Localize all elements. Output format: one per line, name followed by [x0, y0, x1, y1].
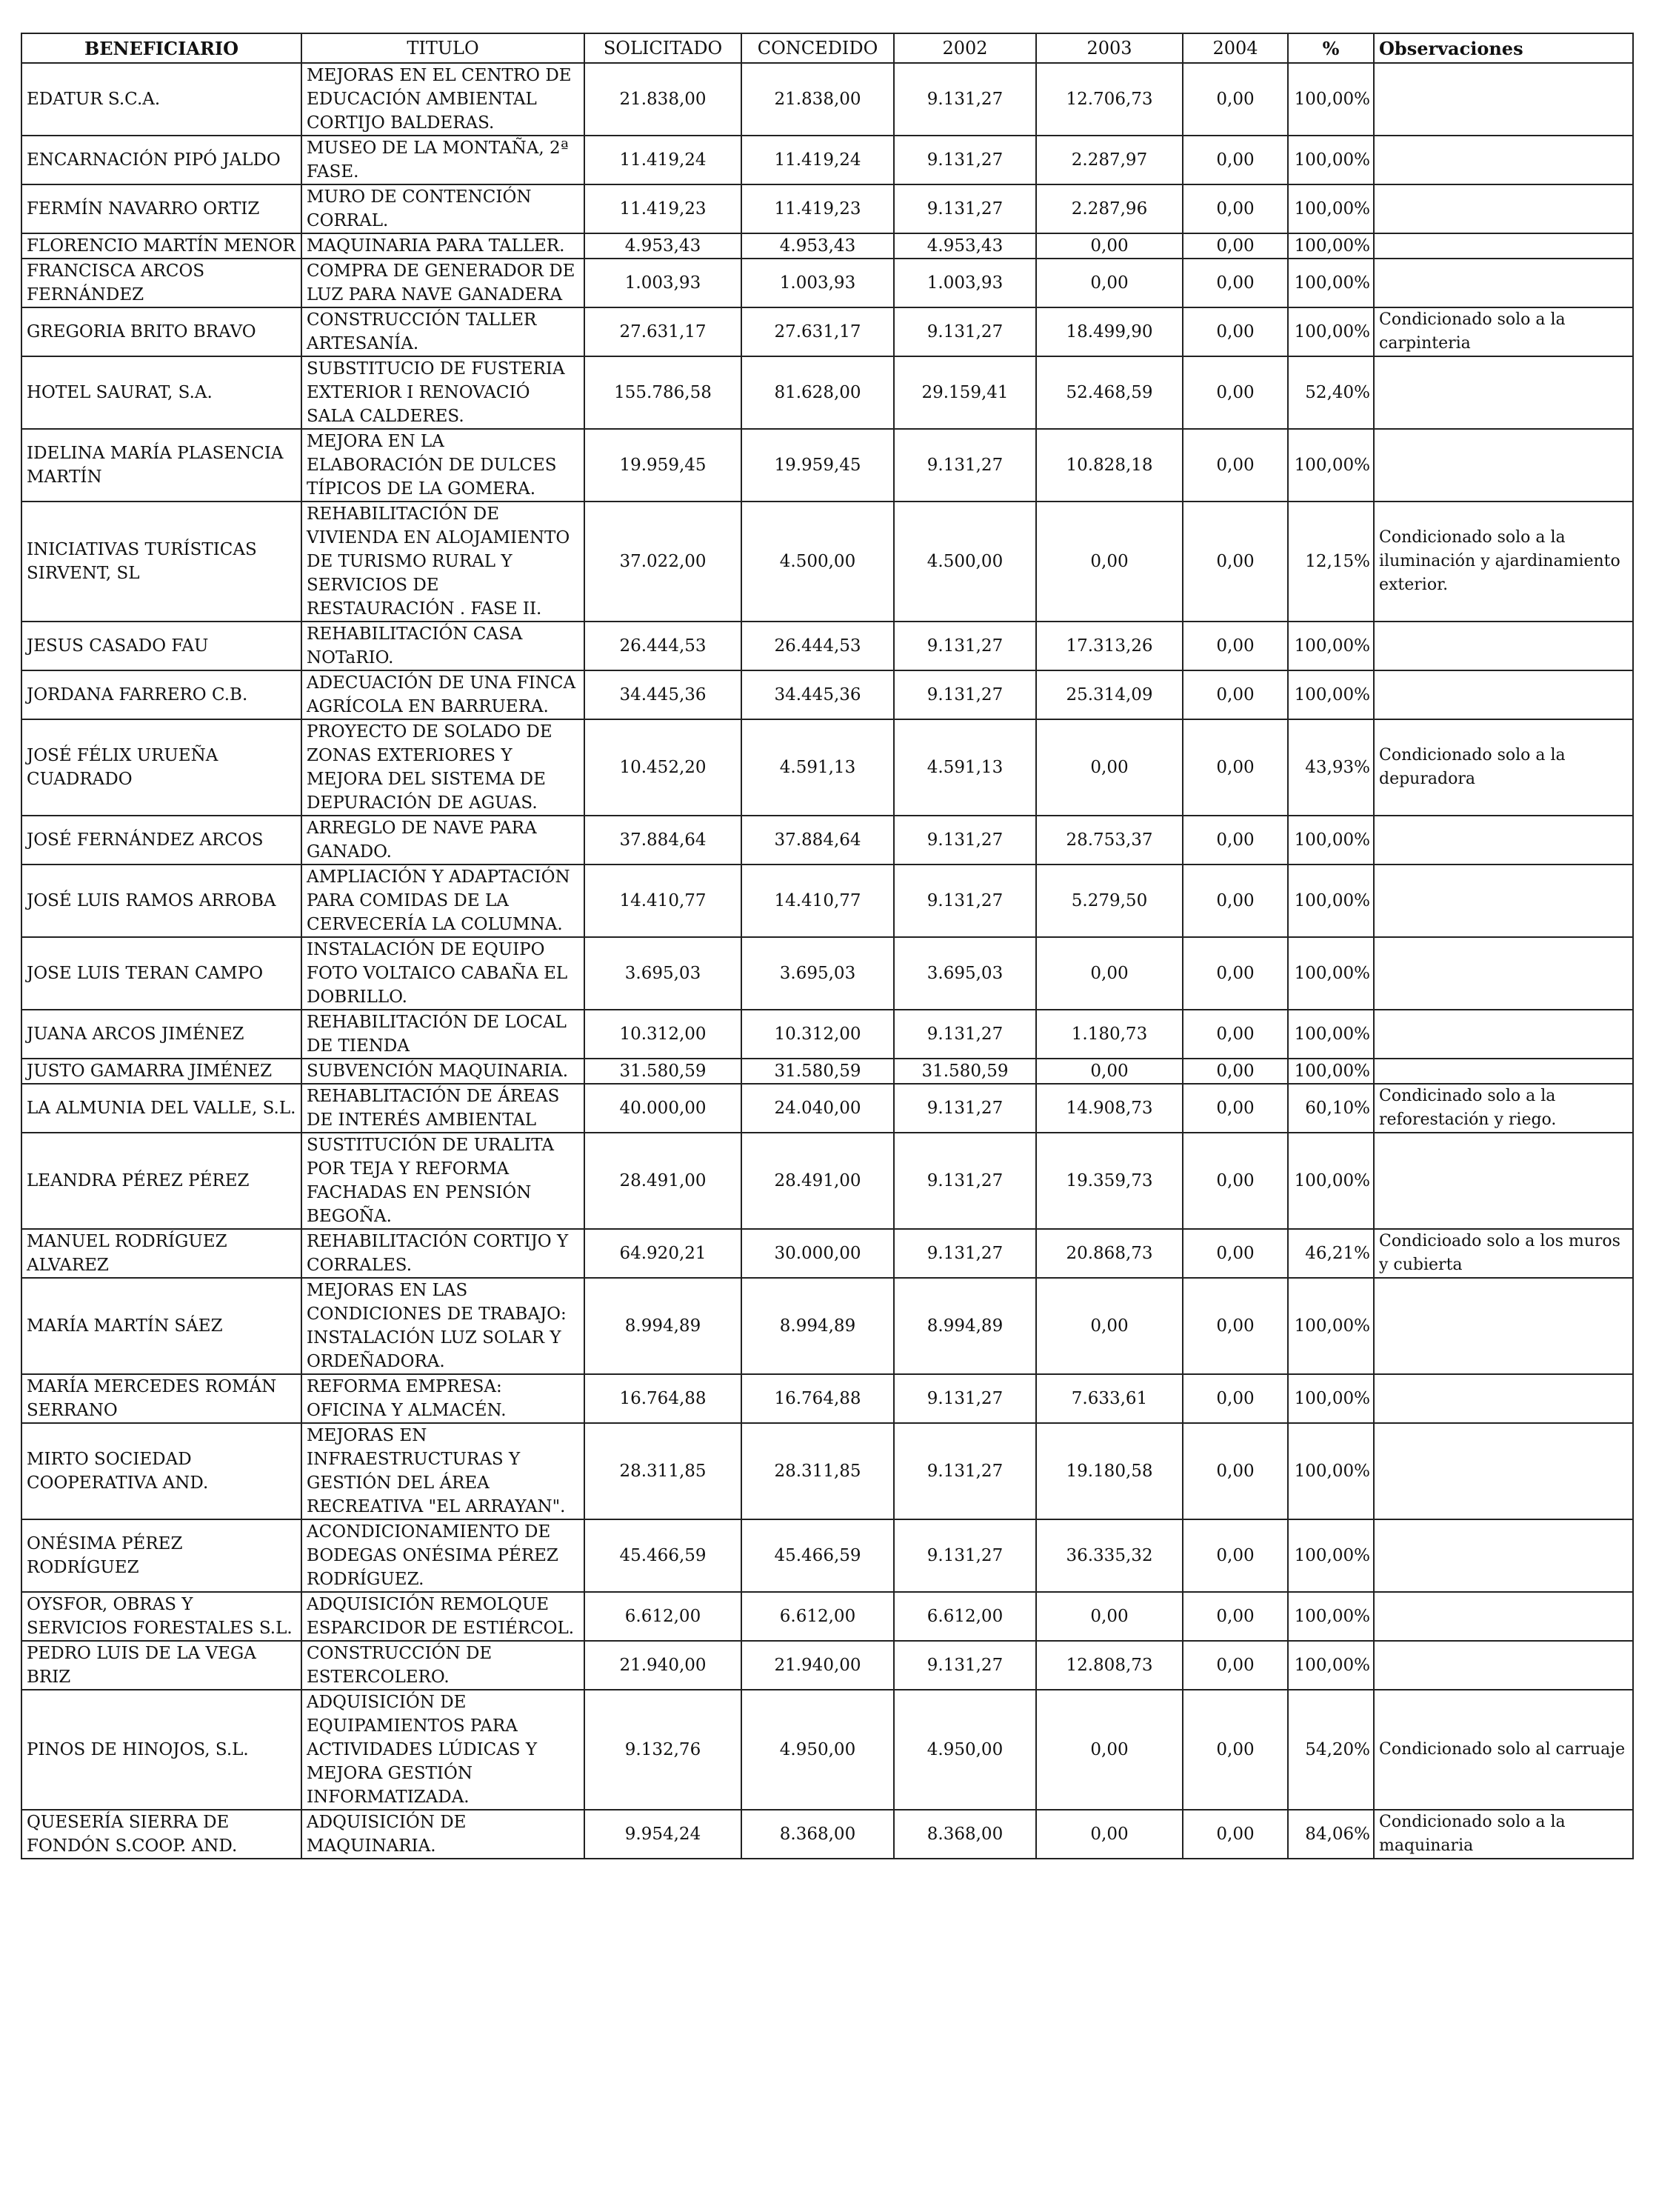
cell-titulo: MEJORAS EN INFRAESTRUCTURAS Y GESTIÓN DEL ÁREA RECREATIVA "EL ARRAYAN".: [301, 1423, 584, 1519]
cell-2003: 5.279,50: [1036, 865, 1183, 937]
cell-observaciones: [1374, 136, 1633, 184]
cell-concedido: 10.312,00: [741, 1010, 894, 1059]
cell-concedido: 4.500,00: [741, 502, 894, 622]
cell-observaciones: [1374, 1010, 1633, 1059]
cell-titulo: REFORMA EMPRESA: OFICINA Y ALMACÉN.: [301, 1374, 584, 1423]
cell-concedido: 28.311,85: [741, 1423, 894, 1519]
cell-2004: 0,00: [1183, 233, 1288, 259]
cell-2004: 0,00: [1183, 1059, 1288, 1084]
cell-2002: 9.131,27: [894, 1010, 1036, 1059]
cell-concedido: 45.466,59: [741, 1519, 894, 1592]
cell-solicitado: 3.695,03: [584, 937, 741, 1010]
cell-2002: 4.953,43: [894, 233, 1036, 259]
cell-beneficiario: MARÍA MERCEDES ROMÁN SERRANO: [21, 1374, 301, 1423]
table-row: [21, 259, 1633, 307]
cell-beneficiario: GREGORIA BRITO BRAVO: [21, 307, 301, 356]
cell-2004: 0,00: [1183, 1810, 1288, 1859]
table-row: [21, 937, 1633, 1010]
cell-2002: 9.131,27: [894, 865, 1036, 937]
table-row: [21, 1278, 1633, 1374]
cell-2004: 0,00: [1183, 63, 1288, 136]
cell-titulo: SUSTITUCIÓN DE URALITA POR TEJA Y REFORMA FACHADAS EN PENSIÓN BEGOÑA.: [301, 1133, 584, 1229]
cell-beneficiario: JOSÉ LUIS RAMOS ARROBA: [21, 865, 301, 937]
cell-solicitado: 21.940,00: [584, 1641, 741, 1690]
cell-percent: 100,00%: [1288, 1059, 1374, 1084]
cell-solicitado: 34.445,36: [584, 670, 741, 719]
cell-2003: 18.499,90: [1036, 307, 1183, 356]
cell-percent: 100,00%: [1288, 816, 1374, 865]
cell-2004: 0,00: [1183, 1084, 1288, 1133]
cell-beneficiario: LA ALMUNIA DEL VALLE, S.L.: [21, 1084, 301, 1133]
cell-2004: 0,00: [1183, 1690, 1288, 1810]
cell-2003: 52.468,59: [1036, 356, 1183, 429]
cell-2003: 17.313,26: [1036, 622, 1183, 670]
cell-2004: 0,00: [1183, 816, 1288, 865]
cell-concedido: 16.764,88: [741, 1374, 894, 1423]
cell-percent: 100,00%: [1288, 622, 1374, 670]
cell-2002: 3.695,03: [894, 937, 1036, 1010]
table-row: [21, 865, 1633, 937]
header-percent: %: [1288, 33, 1374, 63]
cell-2002: 9.131,27: [894, 1641, 1036, 1690]
cell-2004: 0,00: [1183, 1229, 1288, 1278]
cell-2004: 0,00: [1183, 429, 1288, 502]
cell-titulo: CONSTRUCCIÓN DE ESTERCOLERO.: [301, 1641, 584, 1690]
table-row: [21, 1010, 1633, 1059]
header-row: [21, 33, 1633, 63]
cell-observaciones: Condicionado solo a la depuradora: [1374, 719, 1633, 816]
cell-2004: 0,00: [1183, 1133, 1288, 1229]
cell-titulo: COMPRA DE GENERADOR DE LUZ PARA NAVE GANADERA: [301, 259, 584, 307]
cell-concedido: 19.959,45: [741, 429, 894, 502]
cell-concedido: 34.445,36: [741, 670, 894, 719]
cell-observaciones: [1374, 622, 1633, 670]
table-row: [21, 1810, 1633, 1859]
cell-beneficiario: FERMÍN NAVARRO ORTIZ: [21, 184, 301, 233]
cell-2003: 0,00: [1036, 1278, 1183, 1374]
cell-percent: 52,40%: [1288, 356, 1374, 429]
header-titulo: TITULO: [301, 33, 584, 63]
cell-2003: 19.359,73: [1036, 1133, 1183, 1229]
cell-observaciones: [1374, 1059, 1633, 1084]
cell-observaciones: [1374, 356, 1633, 429]
cell-2004: 0,00: [1183, 1592, 1288, 1641]
table-row: [21, 1423, 1633, 1519]
cell-percent: 100,00%: [1288, 1010, 1374, 1059]
cell-2002: 4.950,00: [894, 1690, 1036, 1810]
cell-observaciones: Condicioado solo a los muros y cubierta: [1374, 1229, 1633, 1278]
cell-2004: 0,00: [1183, 937, 1288, 1010]
cell-titulo: MEJORAS EN LAS CONDICIONES DE TRABAJO: INSTALACIÓN LUZ SOLAR Y ORDEÑADORA.: [301, 1278, 584, 1374]
header-concedido: CONCEDIDO: [741, 33, 894, 63]
cell-percent: 100,00%: [1288, 1641, 1374, 1690]
cell-2002: 29.159,41: [894, 356, 1036, 429]
table-row: [21, 1084, 1633, 1133]
cell-percent: 100,00%: [1288, 1278, 1374, 1374]
cell-concedido: 27.631,17: [741, 307, 894, 356]
cell-2004: 0,00: [1183, 1278, 1288, 1374]
cell-concedido: 28.491,00: [741, 1133, 894, 1229]
cell-beneficiario: MANUEL RODRÍGUEZ ALVAREZ: [21, 1229, 301, 1278]
cell-percent: 54,20%: [1288, 1690, 1374, 1810]
cell-2004: 0,00: [1183, 1519, 1288, 1592]
cell-solicitado: 26.444,53: [584, 622, 741, 670]
cell-observaciones: Condicionado solo a la carpinteria: [1374, 307, 1633, 356]
table-row: [21, 1519, 1633, 1592]
cell-2003: 12.706,73: [1036, 63, 1183, 136]
cell-observaciones: [1374, 670, 1633, 719]
cell-observaciones: Condicionado solo a la iluminación y ajardinamiento exterior.: [1374, 502, 1633, 622]
cell-titulo: ADQUISICIÓN REMOLQUE ESPARCIDOR DE ESTIÉRCOL.: [301, 1592, 584, 1641]
cell-concedido: 30.000,00: [741, 1229, 894, 1278]
table-row: [21, 622, 1633, 670]
cell-observaciones: [1374, 1374, 1633, 1423]
cell-2004: 0,00: [1183, 356, 1288, 429]
table-row: [21, 670, 1633, 719]
cell-beneficiario: INICIATIVAS TURÍSTICAS SIRVENT, SL: [21, 502, 301, 622]
cell-beneficiario: OYSFOR, OBRAS Y SERVICIOS FORESTALES S.L.: [21, 1592, 301, 1641]
cell-titulo: ARREGLO DE NAVE PARA GANADO.: [301, 816, 584, 865]
cell-observaciones: [1374, 1133, 1633, 1229]
cell-solicitado: 4.953,43: [584, 233, 741, 259]
cell-titulo: MEJORA EN LA ELABORACIÓN DE DULCES TÍPICOS DE LA GOMERA.: [301, 429, 584, 502]
cell-beneficiario: JUANA ARCOS JIMÉNEZ: [21, 1010, 301, 1059]
cell-2002: 8.994,89: [894, 1278, 1036, 1374]
table-row: [21, 719, 1633, 816]
cell-concedido: 21.838,00: [741, 63, 894, 136]
cell-observaciones: [1374, 1592, 1633, 1641]
cell-2003: 20.868,73: [1036, 1229, 1183, 1278]
cell-observaciones: Condicionado solo a la maquinaria: [1374, 1810, 1633, 1859]
cell-titulo: ADQUISICIÓN DE MAQUINARIA.: [301, 1810, 584, 1859]
cell-2003: 0,00: [1036, 1810, 1183, 1859]
cell-solicitado: 16.764,88: [584, 1374, 741, 1423]
cell-2002: 6.612,00: [894, 1592, 1036, 1641]
cell-percent: 100,00%: [1288, 184, 1374, 233]
cell-observaciones: [1374, 1423, 1633, 1519]
cell-titulo: SUBSTITUCIO DE FUSTERIA EXTERIOR I RENOVACIÓ SALA CALDERES.: [301, 356, 584, 429]
cell-beneficiario: FRANCISCA ARCOS FERNÁNDEZ: [21, 259, 301, 307]
cell-observaciones: [1374, 1519, 1633, 1592]
table-row: [21, 816, 1633, 865]
cell-solicitado: 27.631,17: [584, 307, 741, 356]
cell-2002: 9.131,27: [894, 622, 1036, 670]
cell-solicitado: 10.312,00: [584, 1010, 741, 1059]
cell-titulo: ADQUISICIÓN DE EQUIPAMIENTOS PARA ACTIVIDADES LÚDICAS Y MEJORA GESTIÓN INFORMATIZADA.: [301, 1690, 584, 1810]
cell-beneficiario: PEDRO LUIS DE LA VEGA BRIZ: [21, 1641, 301, 1690]
cell-percent: 100,00%: [1288, 233, 1374, 259]
cell-2004: 0,00: [1183, 184, 1288, 233]
cell-2002: 9.131,27: [894, 1374, 1036, 1423]
cell-beneficiario: JESUS CASADO FAU: [21, 622, 301, 670]
cell-2002: 4.591,13: [894, 719, 1036, 816]
cell-2004: 0,00: [1183, 259, 1288, 307]
cell-2003: 0,00: [1036, 259, 1183, 307]
cell-solicitado: 21.838,00: [584, 63, 741, 136]
cell-solicitado: 10.452,20: [584, 719, 741, 816]
cell-2003: 7.633,61: [1036, 1374, 1183, 1423]
cell-observaciones: [1374, 865, 1633, 937]
cell-2002: 4.500,00: [894, 502, 1036, 622]
cell-percent: 100,00%: [1288, 1374, 1374, 1423]
cell-solicitado: 155.786,58: [584, 356, 741, 429]
cell-solicitado: 11.419,24: [584, 136, 741, 184]
cell-2002: 9.131,27: [894, 1133, 1036, 1229]
cell-solicitado: 28.491,00: [584, 1133, 741, 1229]
cell-titulo: MAQUINARIA PARA TALLER.: [301, 233, 584, 259]
cell-2003: 2.287,97: [1036, 136, 1183, 184]
cell-2002: 8.368,00: [894, 1810, 1036, 1859]
cell-observaciones: [1374, 63, 1633, 136]
table-body: [21, 63, 1633, 1859]
subsidy-table: [21, 33, 1634, 1859]
cell-percent: 100,00%: [1288, 1592, 1374, 1641]
cell-2004: 0,00: [1183, 865, 1288, 937]
cell-titulo: REHABILITACIÓN CORTIJO Y CORRALES.: [301, 1229, 584, 1278]
cell-percent: 43,93%: [1288, 719, 1374, 816]
cell-concedido: 4.591,13: [741, 719, 894, 816]
cell-solicitado: 28.311,85: [584, 1423, 741, 1519]
cell-beneficiario: JOSÉ FERNÁNDEZ ARCOS: [21, 816, 301, 865]
cell-2003: 0,00: [1036, 937, 1183, 1010]
cell-concedido: 37.884,64: [741, 816, 894, 865]
cell-beneficiario: MARÍA MARTÍN SÁEZ: [21, 1278, 301, 1374]
cell-2004: 0,00: [1183, 622, 1288, 670]
cell-concedido: 11.419,24: [741, 136, 894, 184]
cell-percent: 100,00%: [1288, 136, 1374, 184]
header-2002: 2002: [894, 33, 1036, 63]
cell-2002: 9.131,27: [894, 1423, 1036, 1519]
cell-2004: 0,00: [1183, 307, 1288, 356]
cell-2002: 9.131,27: [894, 1519, 1036, 1592]
cell-observaciones: Condicinado solo a la reforestación y riego.: [1374, 1084, 1633, 1133]
cell-beneficiario: ONÉSIMA PÉREZ RODRÍGUEZ: [21, 1519, 301, 1592]
cell-titulo: CONSTRUCCIÓN TALLER ARTESANÍA.: [301, 307, 584, 356]
cell-titulo: REHABILITACIÓN DE LOCAL DE TIENDA: [301, 1010, 584, 1059]
table-row: [21, 233, 1633, 259]
cell-2003: 10.828,18: [1036, 429, 1183, 502]
header-2003: 2003: [1036, 33, 1183, 63]
cell-beneficiario: JUSTO GAMARRA JIMÉNEZ: [21, 1059, 301, 1084]
cell-percent: 60,10%: [1288, 1084, 1374, 1133]
cell-concedido: 21.940,00: [741, 1641, 894, 1690]
cell-2002: 9.131,27: [894, 63, 1036, 136]
cell-concedido: 8.994,89: [741, 1278, 894, 1374]
cell-titulo: ACONDICIONAMIENTO DE BODEGAS ONÉSIMA PÉREZ RODRÍGUEZ.: [301, 1519, 584, 1592]
cell-concedido: 1.003,93: [741, 259, 894, 307]
table-row: [21, 1059, 1633, 1084]
cell-percent: 100,00%: [1288, 307, 1374, 356]
cell-beneficiario: JORDANA FARRERO C.B.: [21, 670, 301, 719]
cell-titulo: AMPLIACIÓN Y ADAPTACIÓN PARA COMIDAS DE LA CERVECERÍA LA COLUMNA.: [301, 865, 584, 937]
cell-percent: 12,15%: [1288, 502, 1374, 622]
cell-2003: 0,00: [1036, 719, 1183, 816]
cell-2004: 0,00: [1183, 1641, 1288, 1690]
cell-2002: 9.131,27: [894, 1229, 1036, 1278]
cell-2002: 1.003,93: [894, 259, 1036, 307]
cell-concedido: 11.419,23: [741, 184, 894, 233]
cell-2003: 0,00: [1036, 233, 1183, 259]
cell-solicitado: 40.000,00: [584, 1084, 741, 1133]
cell-2002: 9.131,27: [894, 816, 1036, 865]
cell-2003: 2.287,96: [1036, 184, 1183, 233]
cell-2003: 28.753,37: [1036, 816, 1183, 865]
cell-2004: 0,00: [1183, 1423, 1288, 1519]
cell-2002: 9.131,27: [894, 307, 1036, 356]
cell-solicitado: 6.612,00: [584, 1592, 741, 1641]
cell-beneficiario: IDELINA MARÍA PLASENCIA MARTÍN: [21, 429, 301, 502]
table-row: [21, 1592, 1633, 1641]
cell-2002: 9.131,27: [894, 184, 1036, 233]
cell-solicitado: 37.022,00: [584, 502, 741, 622]
cell-percent: 100,00%: [1288, 63, 1374, 136]
cell-2003: 0,00: [1036, 1059, 1183, 1084]
cell-solicitado: 31.580,59: [584, 1059, 741, 1084]
cell-beneficiario: JOSE LUIS TERAN CAMPO: [21, 937, 301, 1010]
table-row: [21, 184, 1633, 233]
cell-concedido: 24.040,00: [741, 1084, 894, 1133]
cell-2002: 31.580,59: [894, 1059, 1036, 1084]
cell-concedido: 4.950,00: [741, 1690, 894, 1810]
cell-2003: 0,00: [1036, 1592, 1183, 1641]
cell-observaciones: [1374, 937, 1633, 1010]
cell-2004: 0,00: [1183, 719, 1288, 816]
cell-percent: 100,00%: [1288, 1133, 1374, 1229]
cell-solicitado: 11.419,23: [584, 184, 741, 233]
table-row: [21, 1374, 1633, 1423]
table-row: [21, 307, 1633, 356]
cell-percent: 84,06%: [1288, 1810, 1374, 1859]
cell-titulo: REHABILITACIÓN DE VIVIENDA EN ALOJAMIENTO DE TURISMO RURAL Y SERVICIOS DE RESTAURACIÓN . FASE II.: [301, 502, 584, 622]
cell-beneficiario: MIRTO SOCIEDAD COOPERATIVA AND.: [21, 1423, 301, 1519]
table-row: [21, 356, 1633, 429]
table-row: [21, 1229, 1633, 1278]
cell-percent: 100,00%: [1288, 429, 1374, 502]
cell-2003: 1.180,73: [1036, 1010, 1183, 1059]
cell-percent: 100,00%: [1288, 1519, 1374, 1592]
header-2004: 2004: [1183, 33, 1288, 63]
cell-titulo: PROYECTO DE SOLADO DE ZONAS EXTERIORES Y MEJORA DEL SISTEMA DE DEPURACIÓN DE AGUAS.: [301, 719, 584, 816]
cell-observaciones: [1374, 1278, 1633, 1374]
header-solicitado: SOLICITADO: [584, 33, 741, 63]
cell-solicitado: 9.132,76: [584, 1690, 741, 1810]
cell-2004: 0,00: [1183, 136, 1288, 184]
cell-solicitado: 45.466,59: [584, 1519, 741, 1592]
cell-solicitado: 37.884,64: [584, 816, 741, 865]
cell-beneficiario: JOSÉ FÉLIX URUEÑA CUADRADO: [21, 719, 301, 816]
table-row: [21, 1641, 1633, 1690]
cell-2002: 9.131,27: [894, 136, 1036, 184]
cell-observaciones: [1374, 259, 1633, 307]
cell-2002: 9.131,27: [894, 1084, 1036, 1133]
cell-beneficiario: LEANDRA PÉREZ PÉREZ: [21, 1133, 301, 1229]
cell-beneficiario: QUESERÍA SIERRA DE FONDÓN S.COOP. AND.: [21, 1810, 301, 1859]
table-row: [21, 1690, 1633, 1810]
cell-observaciones: [1374, 816, 1633, 865]
cell-2003: 19.180,58: [1036, 1423, 1183, 1519]
cell-concedido: 8.368,00: [741, 1810, 894, 1859]
cell-beneficiario: FLORENCIO MARTÍN MENOR: [21, 233, 301, 259]
cell-2002: 9.131,27: [894, 429, 1036, 502]
cell-beneficiario: HOTEL SAURAT, S.A.: [21, 356, 301, 429]
cell-observaciones: [1374, 1641, 1633, 1690]
cell-concedido: 3.695,03: [741, 937, 894, 1010]
cell-observaciones: Condicionado solo al carruaje: [1374, 1690, 1633, 1810]
cell-concedido: 14.410,77: [741, 865, 894, 937]
table-row: [21, 63, 1633, 136]
cell-titulo: MEJORAS EN EL CENTRO DE EDUCACIÓN AMBIENTAL CORTIJO BALDERAS.: [301, 63, 584, 136]
cell-2004: 0,00: [1183, 670, 1288, 719]
cell-2004: 0,00: [1183, 1374, 1288, 1423]
table-row: [21, 1133, 1633, 1229]
cell-percent: 100,00%: [1288, 259, 1374, 307]
cell-solicitado: 1.003,93: [584, 259, 741, 307]
cell-2003: 0,00: [1036, 1690, 1183, 1810]
cell-titulo: MUSEO DE LA MONTAÑA, 2ª FASE.: [301, 136, 584, 184]
cell-2004: 0,00: [1183, 1010, 1288, 1059]
cell-2003: 12.808,73: [1036, 1641, 1183, 1690]
table-row: [21, 136, 1633, 184]
cell-solicitado: 19.959,45: [584, 429, 741, 502]
cell-2003: 36.335,32: [1036, 1519, 1183, 1592]
cell-beneficiario: EDATUR S.C.A.: [21, 63, 301, 136]
cell-percent: 46,21%: [1288, 1229, 1374, 1278]
cell-concedido: 6.612,00: [741, 1592, 894, 1641]
cell-observaciones: [1374, 233, 1633, 259]
cell-percent: 100,00%: [1288, 865, 1374, 937]
cell-2003: 25.314,09: [1036, 670, 1183, 719]
cell-2003: 0,00: [1036, 502, 1183, 622]
cell-percent: 100,00%: [1288, 670, 1374, 719]
header-observaciones: Observaciones: [1374, 33, 1633, 63]
cell-observaciones: [1374, 184, 1633, 233]
cell-titulo: INSTALACIÓN DE EQUIPO FOTO VOLTAICO CABAÑA EL DOBRILLO.: [301, 937, 584, 1010]
table-row: [21, 502, 1633, 622]
cell-solicitado: 14.410,77: [584, 865, 741, 937]
cell-percent: 100,00%: [1288, 937, 1374, 1010]
cell-percent: 100,00%: [1288, 1423, 1374, 1519]
cell-solicitado: 64.920,21: [584, 1229, 741, 1278]
cell-concedido: 26.444,53: [741, 622, 894, 670]
cell-2004: 0,00: [1183, 502, 1288, 622]
cell-beneficiario: ENCARNACIÓN PIPÓ JALDO: [21, 136, 301, 184]
cell-2002: 9.131,27: [894, 670, 1036, 719]
header-beneficiario: BENEFICIARIO: [21, 33, 301, 63]
cell-titulo: MURO DE CONTENCIÓN CORRAL.: [301, 184, 584, 233]
cell-titulo: ADECUACIÓN DE UNA FINCA AGRÍCOLA EN BARRUERA.: [301, 670, 584, 719]
cell-concedido: 81.628,00: [741, 356, 894, 429]
cell-titulo: SUBVENCIÓN MAQUINARIA.: [301, 1059, 584, 1084]
cell-solicitado: 9.954,24: [584, 1810, 741, 1859]
cell-beneficiario: PINOS DE HINOJOS, S.L.: [21, 1690, 301, 1810]
table-row: [21, 429, 1633, 502]
cell-observaciones: [1374, 429, 1633, 502]
cell-titulo: REHABLITACIÓN DE ÁREAS DE INTERÉS AMBIENTAL: [301, 1084, 584, 1133]
cell-solicitado: 8.994,89: [584, 1278, 741, 1374]
cell-titulo: REHABILITACIÓN CASA NOTaRIO.: [301, 622, 584, 670]
cell-concedido: 31.580,59: [741, 1059, 894, 1084]
cell-concedido: 4.953,43: [741, 233, 894, 259]
cell-2003: 14.908,73: [1036, 1084, 1183, 1133]
